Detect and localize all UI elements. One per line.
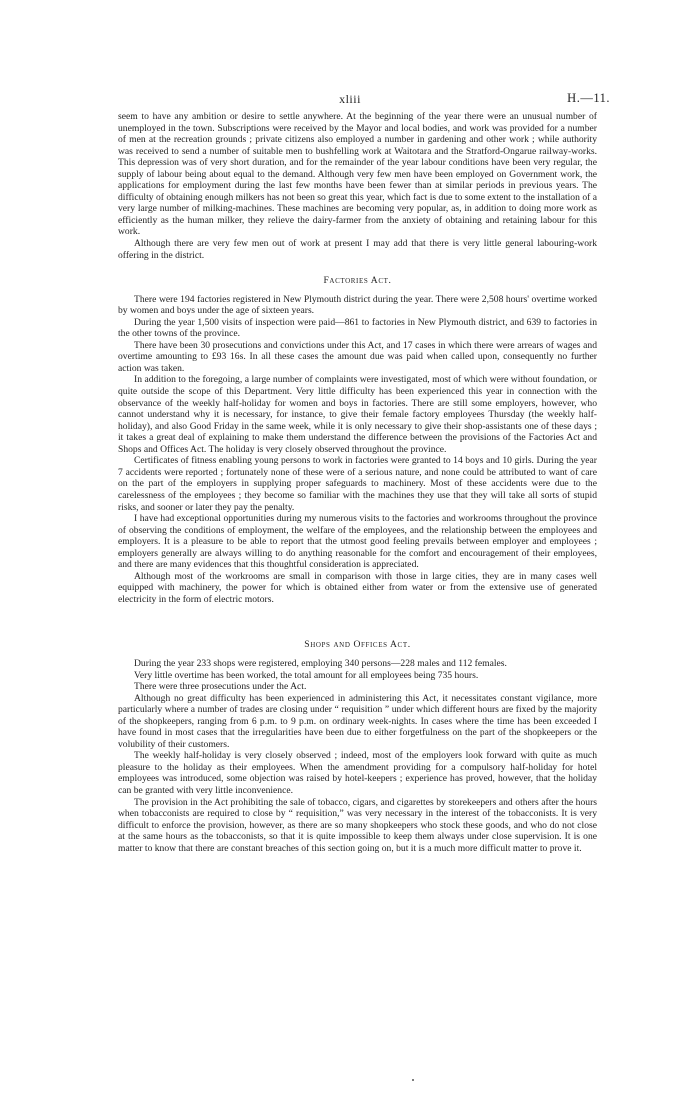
- factories-paragraph: During the year 1,500 visits of inspection were paid—861 to factories in New Plymouth district, and 639 to factories in the other towns of the province.: [118, 316, 597, 340]
- factories-paragraph: In addition to the foregoing, a large number of complaints were investigated, most of which were without foundation, or quite outside the scope of this Department. Very little difficulty has been experienced this year in connection with the observance of the weekly half-holiday for women and boys in factories. There are still some employers, however, who cannot understand why it is necessary, for instance, to give their female factory employees Thursday (the weekly half-holiday), and also Good Friday in the same week, while it is only necessary to give their shop-assistants one of these days ; it takes a great deal of explaining to make them understand the difference between the provisions of the Factories Act and Shops and Offices Act. The holiday is very closely observed throughout the province.: [118, 374, 597, 455]
- shops-paragraph: There were three prosecutions under the Act.: [134, 681, 307, 693]
- document-reference: H.—11.: [567, 91, 610, 105]
- factories-act-heading: Factories Act.: [323, 275, 392, 287]
- shops-paragraph: The weekly half-holiday is very closely observed ; indeed, most of the employers look forward with quite as much pleasure to the holiday as their employees. When the amendment providing for a compulsory half-holiday for hotel employees was introduced, some objection was raised by hotel-keepers ; experience has proved, however, that the holiday can be granted with very little inconvenience.: [118, 750, 597, 796]
- page-number: xliii: [339, 92, 361, 106]
- body-text: [118, 111, 597, 854]
- factories-paragraph: There have been 30 prosecutions and convictions under this Act, and 17 cases in which there were arrears of wages and overtime amounting to £93 16s. In all these cases the amount due was paid when called upon, consequently no further action was taken.: [118, 339, 597, 374]
- factories-paragraph: Although most of the workrooms are small in comparison with those in large cities, they are in many cases well equipped with machinery, the power for which is obtained either from water or from the extensive use of generated electricity in the form of electric motors.: [118, 570, 597, 605]
- factories-paragraph: There were 194 factories registered in New Plymouth district during the year. There were 2,508 hours' overtime worked by women and boys under the age of sixteen years.: [118, 293, 597, 317]
- shops-paragraph: During the year 233 shops were registered, employing 340 persons—228 males and 112 females.: [134, 657, 507, 669]
- factories-paragraph: I have had exceptional opportunities during my numerous visits to the factories and workrooms throughout the province of observing the conditions of employment, the welfare of the employees, and the relationship between the employees and employers. It is a pleasure to be able to report that the utmost good feeling prevails between employer and employees ; employers generally are always willing to do anything reasonable for the comfort and encouragement of their employees, and there are many evidences that this thoughtful consideration is appreciated.: [118, 513, 597, 571]
- intro-paragraph-2: Although there are very few men out of work at present I may add that there is very little general labouring-work offering in the district.: [118, 238, 597, 261]
- shops-paragraph: Very little overtime has been worked, the total amount for all employees being 735 hours.: [134, 669, 479, 681]
- intro-paragraph-1: seem to have any ambition or desire to settle anywhere. At the beginning of the year there were an unusual number of unemployed in the town. Subscriptions were received by the Mayor and local bodies, and work was provided for a number of men at the recreation grounds ; private citizens also employed a number in gardening and other work ; while authority was received to send a number of suitable men to bushfelling work at Waitotara and the Stratford-Ongarue railway-works. This depression was of very short duration, and for the remainder of the year labour conditions have been very regular, the supply of labour being about equal to the demand. Although very few men have been employed on Government work, the applications for employment during the last few months have been fewer than at similar periods in previous years. The difficulty of obtaining enough milkers has not been so great this year, which fact is due to some extent to the installation of a very large number of milking-machines. These machines are becoming very popular, as, in addition to doing more work as efficiently as the human milker, they relieve the dairy-farmer from the anxiety of obtaining and retaining labour for this work.: [118, 111, 597, 238]
- shops-offices-act-heading: Shops and Offices Act.: [304, 639, 411, 651]
- shops-paragraph: Although no great difficulty has been experienced in administering this Act, it necessitates constant vigilance, more particularly where a number of trades are closing under “ requisition ” under which different hours are fixed by the majority of the shopkeepers, ranging from 6 p.m. to 9 p.m. on ordinary week-nights. In cases where the time has been exceeded I have found in most cases that the irregularities have been due to either forgetfulness on the part of the shopkeepers or the volubility of their customers.: [118, 692, 597, 750]
- factories-paragraph: Certificates of fitness enabling young persons to work in factories were granted to 14 boys and 10 girls. During the year 7 accidents were reported ; fortunately none of these were of a serious nature, and none could be attributed to want of care on the part of the employers in supplying proper safeguards to machinery. Most of these accidents were due to the carelessness of the employees ; they become so familiar with the machines they use that they will take all sorts of stupid risks, and sooner or later they pay the penalty.: [118, 455, 597, 513]
- printer-mark: [412, 1079, 414, 1081]
- shops-paragraph: The provision in the Act prohibiting the sale of tobacco, cigars, and cigarettes by storekeepers and others after the hours when tobacconists are required to close by “ requisition,” was very necessary in the interest of the tobacconists. It is very difficult to enforce the provision, however, as there are so many shopkeepers who stock these goods, and who do not close at the same hours as the tobacconists, so that it is quite impossible to keep them always under close supervision. It is one matter to know that there are constant breaches of this section going on, but it is a much more difficult matter to prove it.: [118, 796, 597, 854]
